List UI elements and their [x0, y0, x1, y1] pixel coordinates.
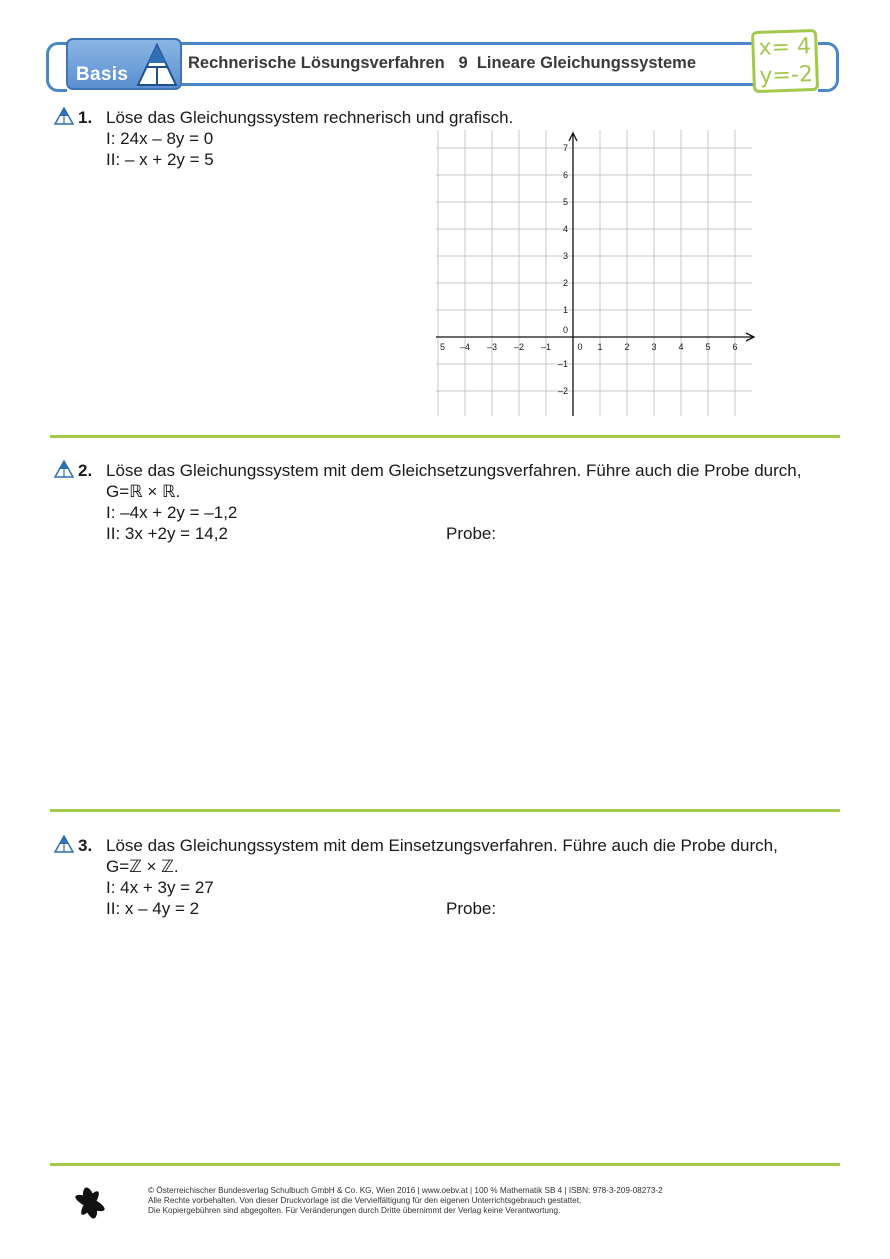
x-tick-label: 4 [678, 342, 684, 352]
sticker-line-2: y=-2 [759, 62, 814, 89]
task-3-instruction: Löse das Gleichungssystem mit dem Einsetzungsverfahren. Führe auch die Probe durch, [106, 836, 778, 855]
x-tick-label: 0 [577, 342, 583, 352]
header-bottom-rule [180, 83, 758, 86]
separator-2 [50, 809, 840, 812]
x-tick-label: 3 [651, 342, 657, 352]
basis-badge [66, 38, 182, 90]
x-tick-label: –1 [540, 342, 552, 352]
y-tick-label: –2 [557, 386, 568, 396]
x-tick-label: 5 [440, 342, 446, 352]
y-tick-label: 7 [562, 143, 568, 153]
task-3-equation-2: II: x – 4y = 2 [106, 899, 200, 918]
x-tick-label: 6 [732, 342, 738, 352]
task-1-equation-2: II: – x + 2y = 5 [106, 150, 214, 169]
y-tick-label: 6 [562, 170, 568, 180]
x-tick-label: –3 [486, 342, 498, 352]
y-tick-label: 1 [562, 305, 568, 315]
x-tick-label: 1 [597, 342, 603, 352]
task-1-equation-1: I: 24x – 8y = 0 [106, 129, 214, 148]
x-tick-labels [440, 342, 738, 352]
y-tick-label: 4 [562, 224, 568, 234]
task-2-equation-1: I: –4x + 2y = –1,2 [106, 503, 238, 522]
separator-1 [50, 435, 840, 438]
task-3-domain: G=ℤ × ℤ. [106, 857, 179, 876]
level-triangle-icon [54, 460, 74, 478]
y-tick-labels [558, 143, 568, 396]
triangle-level-icon [136, 43, 178, 87]
page-title: Rechnerische Lösungsverfahren 9 Lineare Gleichungssysteme [188, 54, 697, 72]
level-triangle-icon [54, 107, 74, 125]
task-3-equation-1: I: 4x + 3y = 27 [106, 878, 214, 897]
grid-lines [436, 130, 752, 416]
y-tick-label: 5 [562, 197, 568, 207]
task-2-instruction: Löse das Gleichungssystem mit dem Gleichsetzungsverfahren. Führe auch die Probe durch, [106, 461, 802, 480]
y-tick-label: 0 [562, 325, 568, 335]
task-2-equation-2: II: 3x +2y = 14,2 [106, 524, 228, 543]
task-3-number: 3. [78, 836, 93, 855]
task-2-domain: G=ℝ × ℝ. [106, 482, 181, 501]
coordinate-grid [436, 130, 760, 416]
publisher-logo-icon [70, 1183, 110, 1223]
task-1-instruction: Löse das Gleichungssystem rechnerisch und grafisch. [106, 108, 514, 127]
task-1-number: 1. [78, 108, 93, 127]
y-tick-label: 2 [562, 278, 568, 288]
x-tick-label: 5 [705, 342, 711, 352]
solution-sticker [751, 29, 819, 93]
task-3-probe-label: Probe: [446, 899, 497, 918]
x-tick-label: –2 [513, 342, 525, 352]
level-triangle-icon [54, 835, 74, 853]
task-2-number: 2. [78, 461, 93, 480]
footer-copyright: © Österreichischer Bundesverlag Schulbuch GmbH & Co. KG, Wien 2016 | www.oebv.at | 100 % Mathematik SB 4 | ISBN: 978-3-209-08273-2 [148, 1186, 663, 1195]
basis-label: Basis [76, 64, 129, 85]
y-tick-label: –1 [557, 359, 568, 369]
x-tick-label: 2 [624, 342, 630, 352]
y-tick-label: 3 [562, 251, 568, 261]
task-2-probe-label: Probe: [446, 524, 497, 543]
footer-rights: Alle Rechte vorbehalten. Von dieser Druckvorlage ist die Vervielfältigung für den eigenen Unterrichtsgebrauch gestattet. [148, 1196, 582, 1205]
footer-separator [50, 1163, 840, 1166]
header-top-rule [180, 42, 758, 45]
footer-disclaimer: Die Kopiergebühren sind abgegolten. Für Veränderungen durch Dritte übernimmt der Verlag keine Verantwortung. [148, 1206, 561, 1215]
sticker-line-1: x= 4 [758, 34, 812, 61]
header-bracket-right [818, 42, 839, 92]
header-bracket-left [46, 42, 67, 92]
x-tick-label: –4 [459, 342, 471, 352]
